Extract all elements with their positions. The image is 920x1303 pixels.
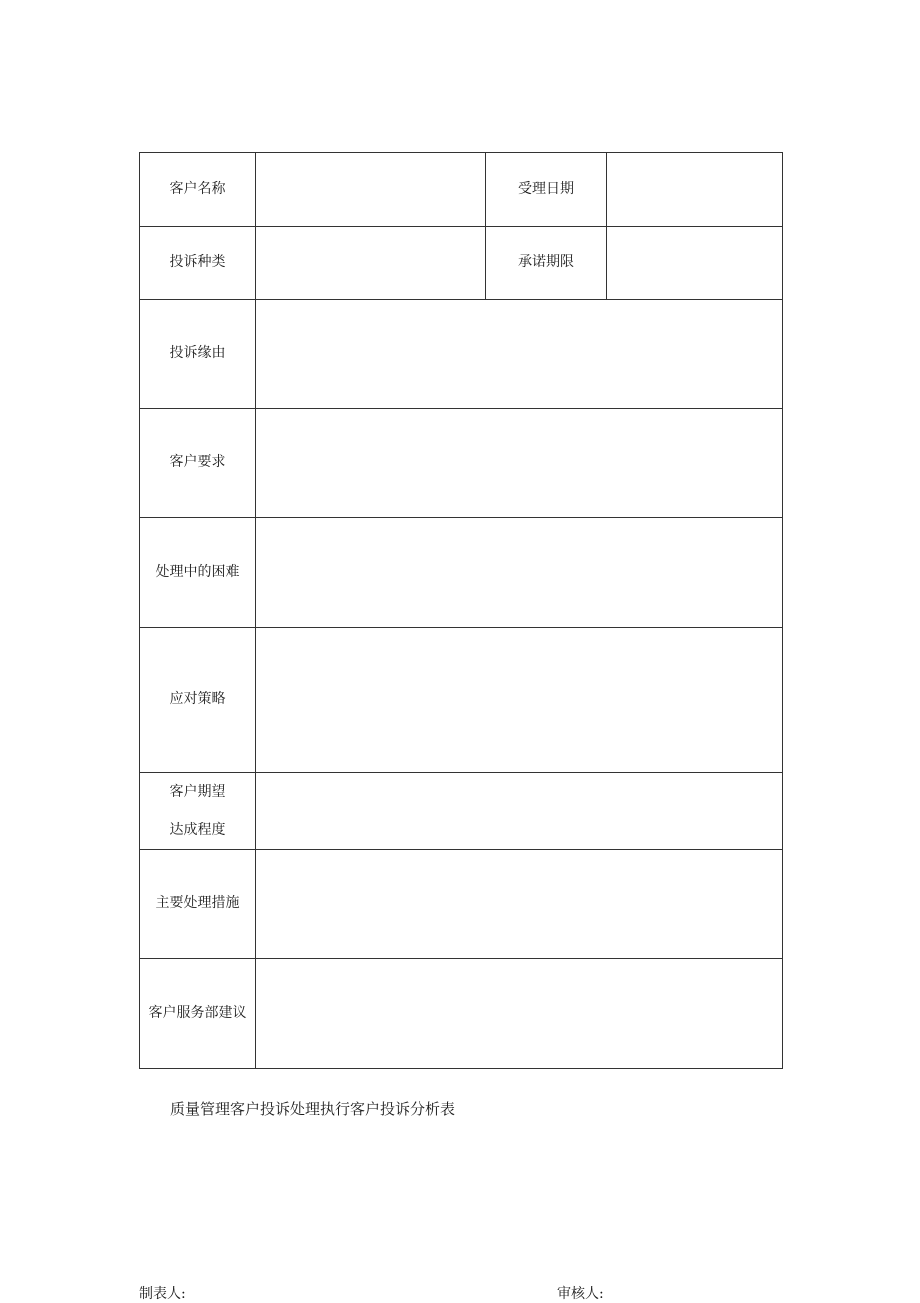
response-strategy-label: 应对策略 [140, 628, 256, 773]
table-row [140, 227, 783, 300]
table-row [140, 409, 783, 518]
service-dept-advice-label: 客户服务部建议 [140, 959, 256, 1069]
commitment-deadline-field[interactable] [607, 227, 783, 300]
table-row [140, 850, 783, 959]
complaint-analysis-table [139, 152, 783, 1069]
complaint-reason-label: 投诉缘由 [140, 300, 256, 409]
expectation-fulfillment-label [140, 773, 256, 850]
document-title: 质量管理客户投诉处理执行客户投诉分析表 [170, 1100, 456, 1118]
complaint-reason-field[interactable] [256, 300, 783, 409]
table-row [140, 773, 783, 850]
table-row [140, 628, 783, 773]
table-row [140, 959, 783, 1069]
preparer-label: 制表人: [139, 1286, 186, 1302]
response-strategy-field[interactable] [256, 628, 783, 773]
received-date-label: 受理日期 [486, 153, 607, 227]
reviewer-label: 审核人: [557, 1286, 604, 1302]
customer-request-field[interactable] [256, 409, 783, 518]
complaint-type-field[interactable] [256, 227, 486, 300]
customer-request-label: 客户要求 [140, 409, 256, 518]
table-row [140, 153, 783, 227]
expectation-fulfillment-field[interactable] [256, 773, 783, 850]
table-row [140, 300, 783, 409]
commitment-deadline-label: 承诺期限 [486, 227, 607, 300]
main-measures-label: 主要处理措施 [140, 850, 256, 959]
expectation-label-line1: 客户期望 [169, 784, 226, 800]
service-dept-advice-field[interactable] [256, 959, 783, 1069]
customer-name-label: 客户名称 [140, 153, 256, 227]
expectation-label-line2: 达成程度 [169, 822, 226, 838]
main-measures-field[interactable] [256, 850, 783, 959]
handling-difficulties-field[interactable] [256, 518, 783, 628]
handling-difficulties-label: 处理中的困难 [140, 518, 256, 628]
received-date-field[interactable] [607, 153, 783, 227]
customer-name-field[interactable] [256, 153, 486, 227]
table-row [140, 518, 783, 628]
complaint-type-label: 投诉种类 [140, 227, 256, 300]
